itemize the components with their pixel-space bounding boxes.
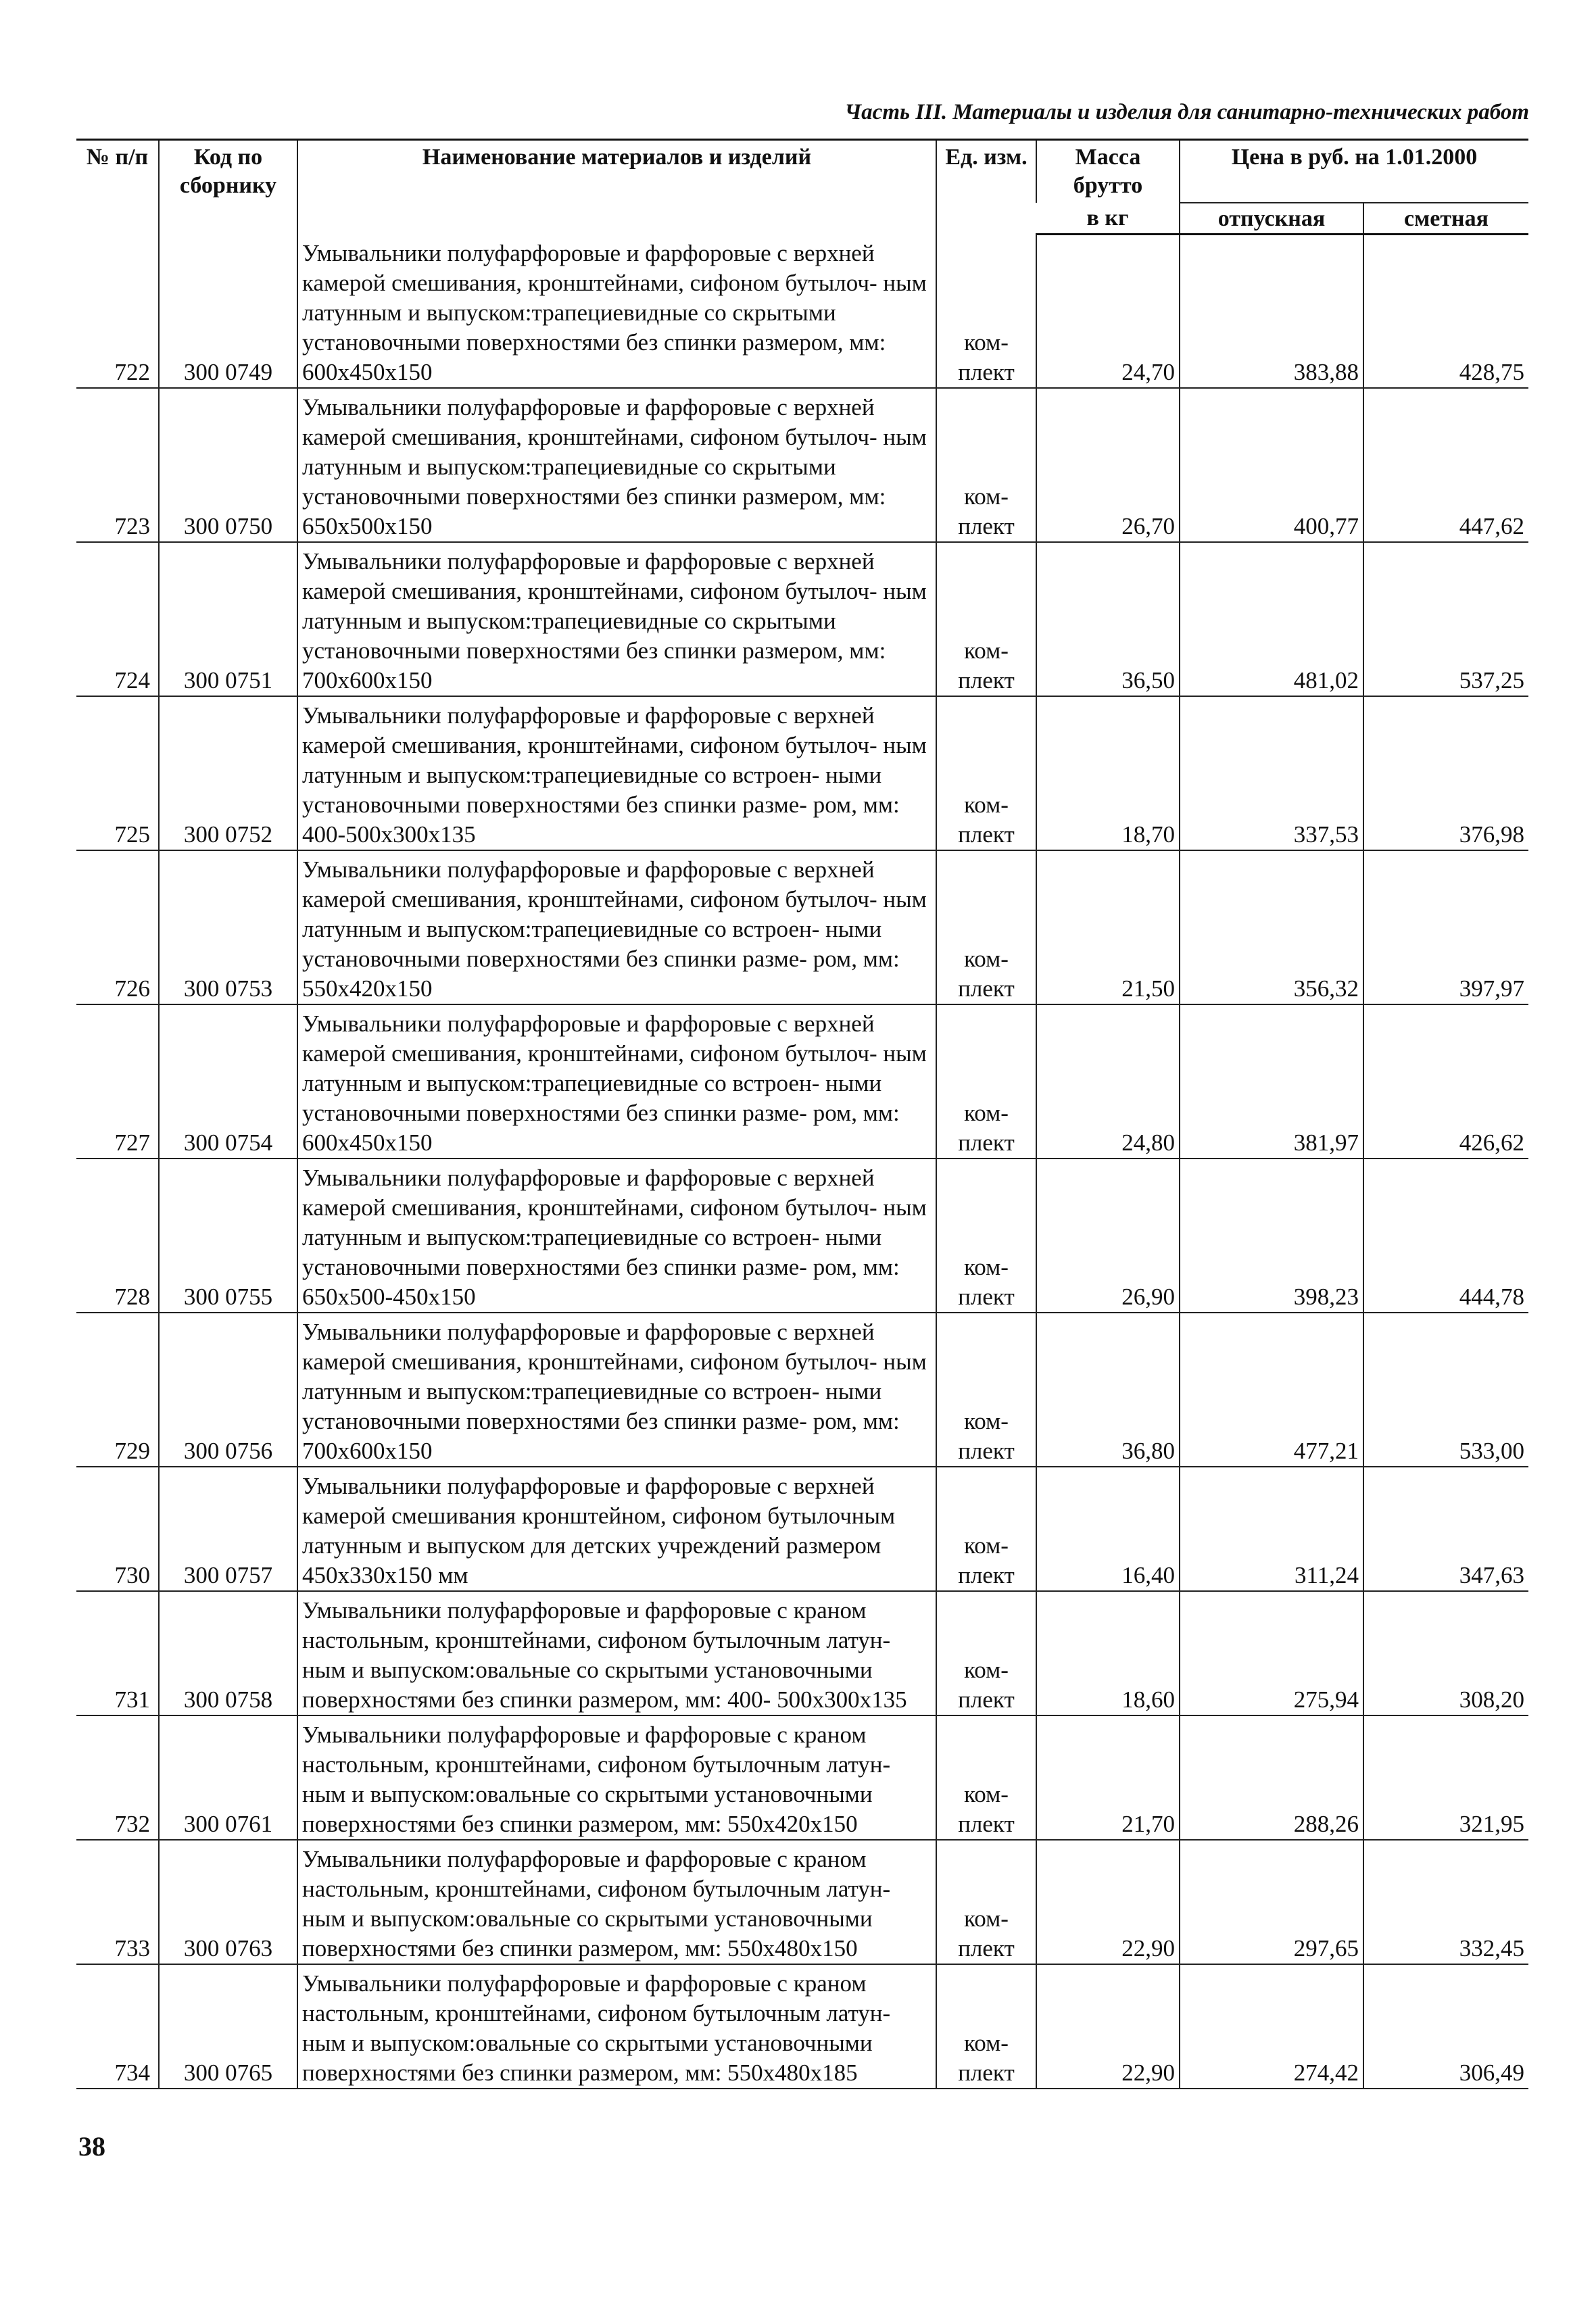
row-unit: ком- плект xyxy=(936,235,1036,388)
row-price-estimate: 397,97 xyxy=(1363,850,1528,1004)
row-mass: 26,70 xyxy=(1036,388,1180,542)
row-code: 300 0753 xyxy=(159,850,297,1004)
row-price-release: 383,88 xyxy=(1180,235,1363,388)
row-mass: 22,90 xyxy=(1036,1840,1180,1964)
row-unit: ком- плект xyxy=(936,1964,1036,2089)
row-name: Умывальники полуфарфоровые и фарфоровые с верхней камерой смешивания, кронштейнами, сифоном бутылоч- ным латунным и выпуском:трапециевидные со встроен- ными установочными поверхностями без спинки разме- ром, мм: 600x450x150 xyxy=(297,1004,936,1159)
row-mass: 18,60 xyxy=(1036,1591,1180,1715)
row-price-estimate: 447,62 xyxy=(1363,388,1528,542)
running-head: Часть III. Материалы и изделия для санитарно-технических работ xyxy=(844,100,1529,124)
row-name: Умывальники полуфарфоровые и фарфоровые с верхней камерой смешивания, кронштейнами, сифоном бутылоч- ным латунным и выпуском:трапециевидные со встроен- ными установочными поверхностями без спинки разме- ром, мм: 650x500-450x150 xyxy=(297,1159,936,1313)
row-unit: ком- плект xyxy=(936,850,1036,1004)
row-price-release: 275,94 xyxy=(1180,1591,1363,1715)
table-row xyxy=(76,696,1528,850)
table-header xyxy=(76,140,1528,235)
row-price-release: 477,21 xyxy=(1180,1313,1363,1467)
row-mass: 36,50 xyxy=(1036,542,1180,696)
row-price-release: 481,02 xyxy=(1180,542,1363,696)
row-price-release: 288,26 xyxy=(1180,1715,1363,1840)
row-code: 300 0757 xyxy=(159,1467,297,1591)
header-code: Код по сборнику xyxy=(159,140,297,235)
row-number: 722 xyxy=(76,235,159,388)
row-code: 300 0763 xyxy=(159,1840,297,1964)
table-row xyxy=(76,1467,1528,1591)
row-price-estimate: 533,00 xyxy=(1363,1313,1528,1467)
row-code: 300 0751 xyxy=(159,542,297,696)
header-name: Наименование материалов и изделий xyxy=(297,140,936,235)
row-unit: ком- плект xyxy=(936,1715,1036,1840)
row-code: 300 0752 xyxy=(159,696,297,850)
table-body xyxy=(76,235,1528,2089)
row-price-estimate: 426,62 xyxy=(1363,1004,1528,1159)
row-number: 733 xyxy=(76,1840,159,1964)
row-name: Умывальники полуфарфоровые и фарфоровые с верхней камерой смешивания, кронштейнами, сифоном бутылоч- ным латунным и выпуском:трапециевидные со скрытыми установочными поверхностями без спинки размером, мм: 650x500x150 xyxy=(297,388,936,542)
table-row xyxy=(76,1159,1528,1313)
row-name: Умывальники полуфарфоровые и фарфоровые с краном настольным, кронштейнами, сифоном бутылочным латун- ным и выпуском:овальные со скрытыми установочными поверхностями без спинки размером, мм: 550x480x150 xyxy=(297,1840,936,1964)
row-unit: ком- плект xyxy=(936,1004,1036,1159)
row-mass: 24,80 xyxy=(1036,1004,1180,1159)
row-unit: ком- плект xyxy=(936,1591,1036,1715)
header-price-release: отпускная xyxy=(1180,203,1363,235)
row-price-estimate: 537,25 xyxy=(1363,542,1528,696)
row-price-estimate: 376,98 xyxy=(1363,696,1528,850)
row-mass: 22,90 xyxy=(1036,1964,1180,2089)
table-row xyxy=(76,1964,1528,2089)
row-mass: 21,50 xyxy=(1036,850,1180,1004)
row-name: Умывальники полуфарфоровые и фарфоровые с верхней камерой смешивания, кронштейнами, сифоном бутылоч- ным латунным и выпуском:трапециевидные со встроен- ными установочными поверхностями без спинки разме- ром, мм: 550x420x150 xyxy=(297,850,936,1004)
row-price-release: 337,53 xyxy=(1180,696,1363,850)
row-name: Умывальники полуфарфоровые и фарфоровые с краном настольным, кронштейнами, сифоном бутылочным латун- ным и выпуском:овальные со скрытыми установочными поверхностями без спинки размером, мм: 400- 500x300x135 xyxy=(297,1591,936,1715)
row-price-release: 311,24 xyxy=(1180,1467,1363,1591)
row-number: 731 xyxy=(76,1591,159,1715)
row-price-release: 297,65 xyxy=(1180,1840,1363,1964)
row-unit: ком- плект xyxy=(936,1467,1036,1591)
row-unit: ком- плект xyxy=(936,1840,1036,1964)
row-code: 300 0756 xyxy=(159,1313,297,1467)
row-unit: ком- плект xyxy=(936,388,1036,542)
table-row xyxy=(76,235,1528,388)
page-number: 38 xyxy=(78,2131,105,2162)
row-mass: 16,40 xyxy=(1036,1467,1180,1591)
header-mass: Масса брутто xyxy=(1036,140,1180,203)
row-mass: 24,70 xyxy=(1036,235,1180,388)
row-price-estimate: 428,75 xyxy=(1363,235,1528,388)
row-name: Умывальники полуфарфоровые и фарфоровые с верхней камерой смешивания, кронштейнами, сифоном бутылоч- ным латунным и выпуском:трапециевидные со встроен- ными установочными поверхностями без спинки разме- ром, мм: 400-500x300x135 xyxy=(297,696,936,850)
row-name: Умывальники полуфарфоровые и фарфоровые с краном настольным, кронштейнами, сифоном бутылочным латун- ным и выпуском:овальные со скрытыми установочными поверхностями без спинки размером, мм: 550x420x150 xyxy=(297,1715,936,1840)
row-code: 300 0749 xyxy=(159,235,297,388)
header-unit: Ед. изм. xyxy=(936,140,1036,235)
header-num: № п/п xyxy=(76,140,159,235)
row-name: Умывальники полуфарфоровые и фарфоровые с верхней камерой смешивания, кронштейнами, сифоном бутылоч- ным латунным и выпуском:трапециевидные со встроен- ными установочными поверхностями без спинки разме- ром, мм: 700x600x150 xyxy=(297,1313,936,1467)
row-name: Умывальники полуфарфоровые и фарфоровые с верхней камерой смешивания кронштейном, сифоном бутылочным латунным и выпуском для детских учреждений размером 450x330x150 мм xyxy=(297,1467,936,1591)
row-mass: 18,70 xyxy=(1036,696,1180,850)
row-unit: ком- плект xyxy=(936,1159,1036,1313)
row-price-release: 356,32 xyxy=(1180,850,1363,1004)
row-price-release: 381,97 xyxy=(1180,1004,1363,1159)
row-number: 726 xyxy=(76,850,159,1004)
row-code: 300 0765 xyxy=(159,1964,297,2089)
row-price-estimate: 444,78 xyxy=(1363,1159,1528,1313)
table-row xyxy=(76,1004,1528,1159)
header-mass-unit: в кг xyxy=(1036,203,1180,235)
row-number: 728 xyxy=(76,1159,159,1313)
row-number: 729 xyxy=(76,1313,159,1467)
row-price-estimate: 321,95 xyxy=(1363,1715,1528,1840)
row-code: 300 0755 xyxy=(159,1159,297,1313)
table-row xyxy=(76,388,1528,542)
header-price-estimate: сметная xyxy=(1363,203,1528,235)
row-unit: ком- плект xyxy=(936,696,1036,850)
row-number: 725 xyxy=(76,696,159,850)
row-price-estimate: 332,45 xyxy=(1363,1840,1528,1964)
row-mass: 21,70 xyxy=(1036,1715,1180,1840)
row-mass: 36,80 xyxy=(1036,1313,1180,1467)
table-row xyxy=(76,1840,1528,1964)
row-price-estimate: 308,20 xyxy=(1363,1591,1528,1715)
row-code: 300 0754 xyxy=(159,1004,297,1159)
row-number: 724 xyxy=(76,542,159,696)
row-number: 732 xyxy=(76,1715,159,1840)
row-price-release: 274,42 xyxy=(1180,1964,1363,2089)
table-row xyxy=(76,850,1528,1004)
row-number: 723 xyxy=(76,388,159,542)
row-code: 300 0750 xyxy=(159,388,297,542)
row-unit: ком- плект xyxy=(936,542,1036,696)
row-price-estimate: 306,49 xyxy=(1363,1964,1528,2089)
price-table xyxy=(76,139,1528,2089)
table-row xyxy=(76,1591,1528,1715)
row-price-release: 398,23 xyxy=(1180,1159,1363,1313)
table-row xyxy=(76,1715,1528,1840)
row-name: Умывальники полуфарфоровые и фарфоровые с верхней камерой смешивания, кронштейнами, сифоном бутылоч- ным латунным и выпуском:трапециевидные со скрытыми установочными поверхностями без спинки размером, мм: 600x450x150 xyxy=(297,235,936,388)
row-number: 734 xyxy=(76,1964,159,2089)
row-price-release: 400,77 xyxy=(1180,388,1363,542)
table-row xyxy=(76,542,1528,696)
row-name: Умывальники полуфарфоровые и фарфоровые с краном настольным, кронштейнами, сифоном бутылочным латун- ным и выпуском:овальные со скрытыми установочными поверхностями без спинки размером, мм: 550x480x185 xyxy=(297,1964,936,2089)
row-code: 300 0758 xyxy=(159,1591,297,1715)
row-price-estimate: 347,63 xyxy=(1363,1467,1528,1591)
row-number: 730 xyxy=(76,1467,159,1591)
row-unit: ком- плект xyxy=(936,1313,1036,1467)
table-row xyxy=(76,1313,1528,1467)
header-price-group: Цена в руб. на 1.01.2000 xyxy=(1180,140,1528,203)
row-name: Умывальники полуфарфоровые и фарфоровые с верхней камерой смешивания, кронштейнами, сифоном бутылоч- ным латунным и выпуском:трапециевидные со скрытыми установочными поверхностями без спинки размером, мм: 700x600x150 xyxy=(297,542,936,696)
row-code: 300 0761 xyxy=(159,1715,297,1840)
row-mass: 26,90 xyxy=(1036,1159,1180,1313)
row-number: 727 xyxy=(76,1004,159,1159)
